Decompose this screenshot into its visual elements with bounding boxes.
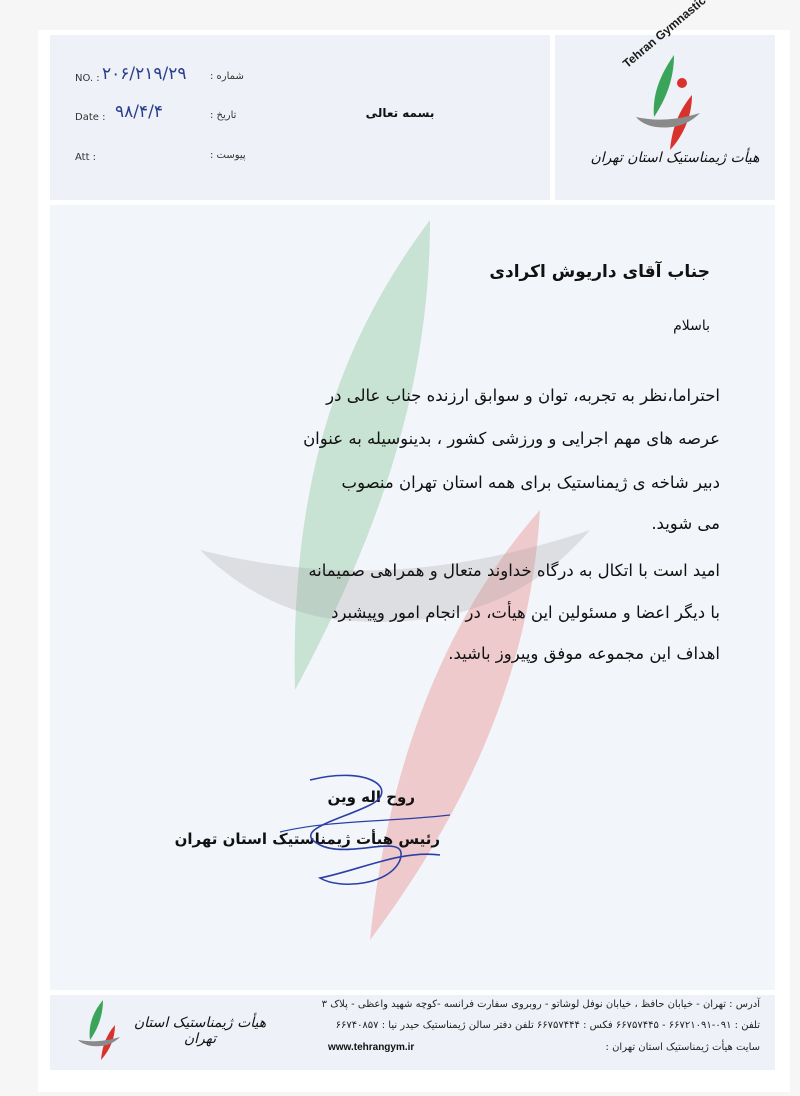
paragraph-1-line-3: دبیر شاخه ی ژیمناستیک برای همه استان تهران منصوب — [341, 473, 720, 492]
paragraph-1-line-1: احتراما،نظر به تجربه، توان و سوابق ارزنده جناب عالی در — [326, 386, 720, 405]
date-label-fa: تاریخ : — [210, 110, 237, 121]
website-link[interactable]: www.tehrangym.ir — [328, 1042, 415, 1053]
paragraph-1-line-2: عرصه های مهم اجرایی و ورزشی کشور ، بدینوسیله به عنوان — [303, 429, 720, 448]
number-label-en: NO. : — [75, 73, 100, 84]
footer-logo-icon — [75, 1000, 125, 1060]
footer-phones: تلفن : ۰۹۱-۶۶۷۲۱۰۹۱ - ۶۶۷۵۷۴۴۵ فکس : ۶۶۷۵۷۴۴۴ تلفن دفتر سالن ژیمناستیک حیدر نیا : ۶۶۷۴۰۸۵۷ — [335, 1020, 760, 1031]
letter-date: ۹۸/۴/۴ — [115, 102, 163, 122]
signature-scribble-icon — [250, 760, 450, 900]
gymnast-logo-icon — [630, 55, 710, 150]
recipient: جناب آقای داریوش اکرادی — [489, 262, 710, 282]
footer-site-label: سایت هیأت ژیمناستیک استان تهران : — [605, 1042, 760, 1053]
date-label-en: Date : — [75, 112, 106, 123]
paragraph-2-line-1: امید است با اتکال به درگاه خداوند متعال و همراهی صمیمانه — [308, 561, 720, 580]
signer-name: روح اله وین — [327, 788, 415, 806]
footer-address: آدرس : تهران - خیابان حافظ ، خیابان نوفل لوشاتو - روبروی سفارت فرانسه -کوچه شهید واعظی - پلاک ۳ — [321, 999, 760, 1010]
paragraph-2-line-2: با دیگر اعضا و مسئولین این هیأت، در انجام امور وپیشبرد — [331, 603, 720, 622]
number-label-fa: شماره : — [210, 71, 244, 82]
letter-number: ۲۰۶/۲۱۹/۲۹ — [102, 64, 187, 84]
greeting: باسلام — [673, 318, 710, 334]
footer-association-name: هیأت ژیمناستیک استان تهران — [133, 1015, 267, 1047]
signer-title: رئیس هیأت ژیمناستیک استان تهران — [174, 830, 440, 848]
attachment-label-fa: پیوست : — [210, 150, 246, 161]
attachment-label-en: Att : — [75, 152, 97, 163]
association-name-fa: هیأت ژیمناستیک استان تهران — [590, 150, 760, 166]
basmala: بسمه تعالی — [365, 106, 435, 120]
paragraph-1-line-4: می شوید. — [651, 514, 720, 533]
paragraph-2-line-3: اهداف این مجموعه موفق وپیروز باشید. — [448, 644, 720, 663]
